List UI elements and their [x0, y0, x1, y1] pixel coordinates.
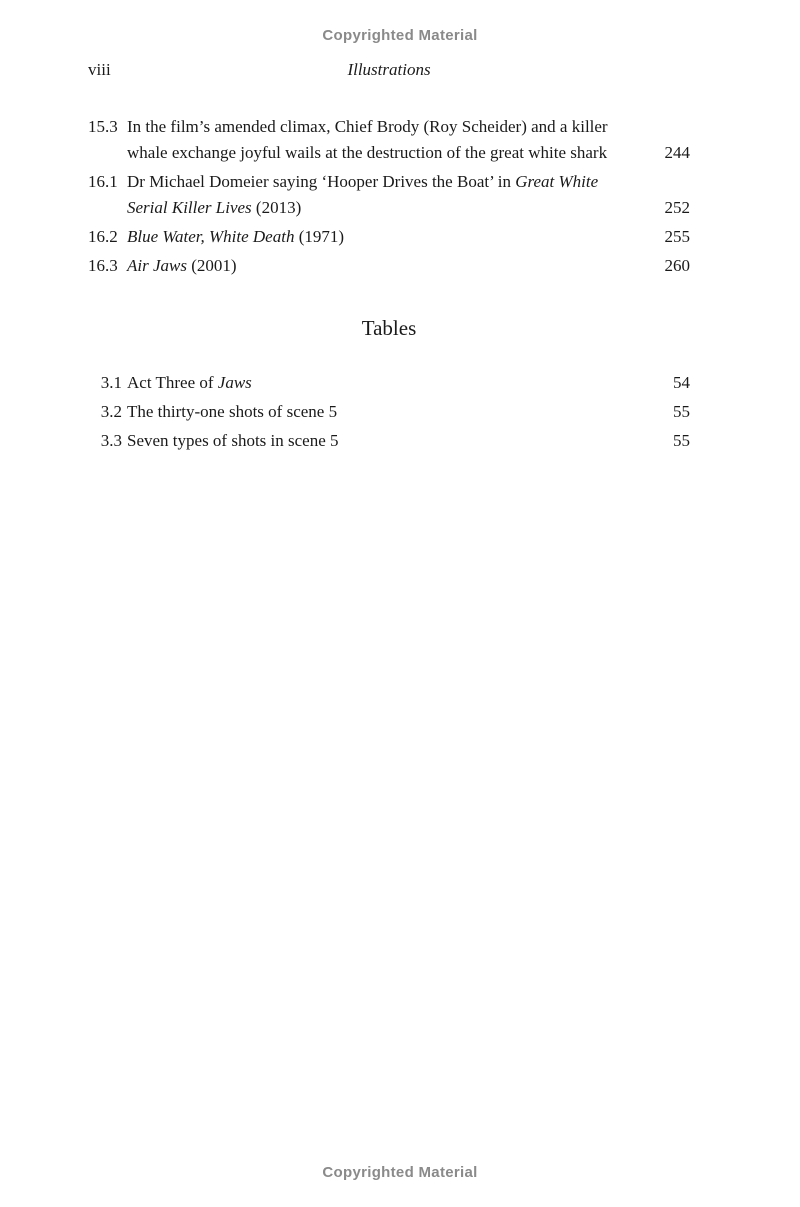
- table-entry: [88, 428, 690, 454]
- entry-page: 252: [664, 198, 690, 217]
- running-head-title: Illustrations: [347, 60, 431, 79]
- entry-page: 244: [664, 143, 690, 162]
- caption-title-italic: Jaws: [217, 373, 252, 392]
- entry-number: 3.3: [100, 431, 122, 450]
- caption-title-italic: Blue Water, White Death: [127, 227, 295, 246]
- caption-text: Act Three of: [127, 373, 218, 392]
- caption-text: (2013): [251, 198, 302, 217]
- caption-text: (1971): [294, 227, 345, 246]
- running-head: [88, 60, 690, 82]
- entry-page: 55: [673, 402, 690, 421]
- entry-number: 16.1: [88, 172, 118, 191]
- entry-caption: [127, 253, 640, 279]
- caption-text: Dr Michael Domeier saying ‘Hooper Drives the Boat’ in: [127, 172, 516, 191]
- caption-title-italic: Air Jaws: [127, 256, 187, 275]
- entry-number: 15.3: [88, 117, 118, 136]
- caption-text: (2001): [186, 256, 237, 275]
- figure-entry: [88, 114, 690, 166]
- tables-list: [88, 370, 690, 457]
- entry-caption: The thirty-one shots of scene 5: [127, 402, 338, 421]
- entry-number: 16.3: [88, 256, 118, 275]
- entry-page: 55: [673, 431, 690, 450]
- page-folio: viii: [88, 60, 111, 79]
- entry-number: 16.2: [88, 227, 118, 246]
- tables-heading: Tables: [361, 316, 417, 340]
- entry-number: 3.1: [100, 373, 122, 392]
- entry-caption: [127, 370, 640, 396]
- figure-entry: [88, 224, 690, 250]
- entry-caption: [127, 224, 640, 250]
- caption-title-italic: Great White Serial Killer Lives: [127, 172, 599, 217]
- entry-caption: In the film’s amended climax, Chief Brody (Roy Scheider) and a killer whale exchange joyful wails at the destruction of the great white shark: [127, 117, 608, 162]
- table-entry: [88, 370, 690, 396]
- figures-list: [88, 114, 690, 282]
- table-entry: [88, 399, 690, 425]
- figure-entry: [88, 253, 690, 279]
- entry-caption: [127, 169, 640, 221]
- entry-number: 3.2: [100, 402, 122, 421]
- figure-entry: [88, 169, 690, 221]
- copyright-watermark-bottom: Copyrighted Material: [322, 1164, 478, 1181]
- entry-page: 255: [664, 227, 690, 246]
- entry-caption: Seven types of shots in scene 5: [127, 431, 339, 450]
- copyright-watermark-top: Copyrighted Material: [322, 27, 478, 44]
- entry-page: 260: [664, 256, 690, 275]
- entry-page: 54: [673, 373, 690, 392]
